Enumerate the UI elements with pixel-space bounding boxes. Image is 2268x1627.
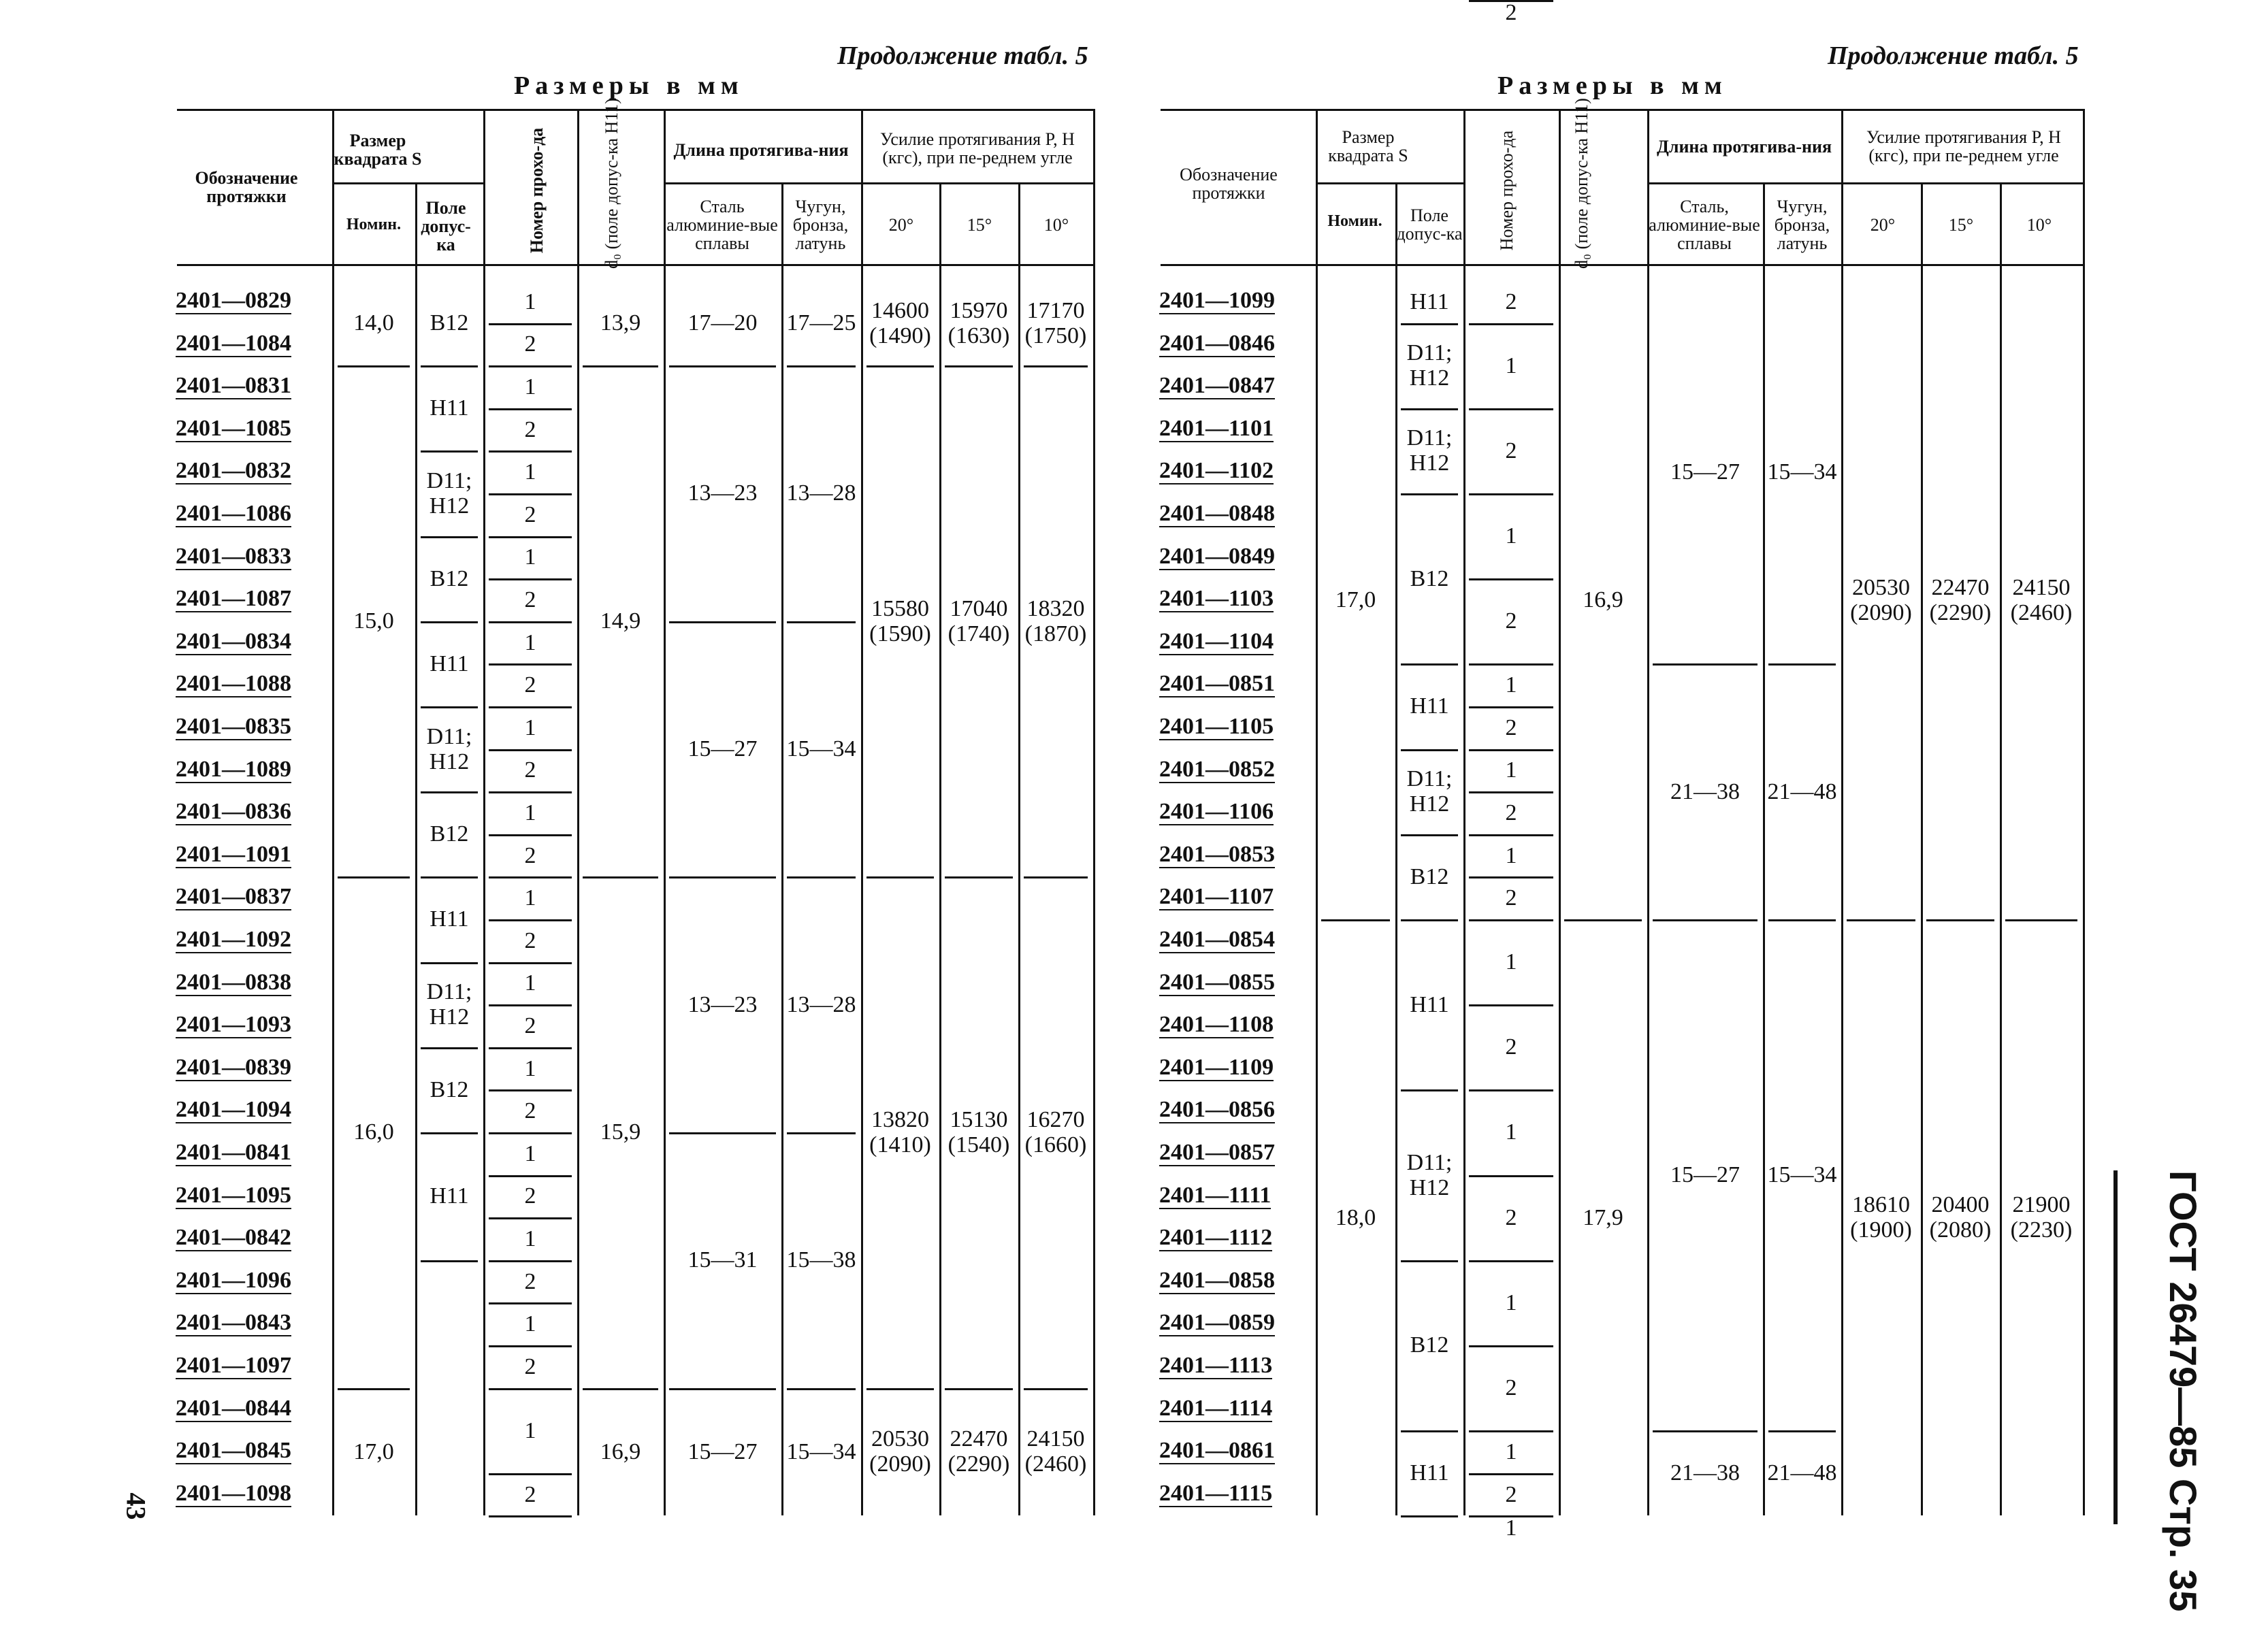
header-length-rule — [664, 182, 861, 184]
designation-cell: 2401—1115 — [1159, 1480, 1273, 1506]
tolerance-cell: D11; H12 — [1406, 766, 1453, 817]
header-angle-15: 15° — [967, 214, 992, 235]
designation-cell: 2401—0854 — [1159, 927, 1275, 952]
length-steel-cell: 15—31 — [687, 1247, 758, 1273]
designation-cell: 2401—1099 — [1159, 288, 1275, 313]
force-10-cell: 17170 (1750) — [1024, 297, 1087, 348]
force-15-cell: 15130 (1540) — [947, 1106, 1010, 1157]
header-force-rule — [861, 182, 1093, 184]
pass-number-cell: 1 — [524, 1417, 536, 1443]
header-designation: Обозначение протяжки — [195, 168, 298, 206]
tolerance-cell: D11; H12 — [1406, 340, 1453, 391]
designation-cell: 2401—1091 — [176, 841, 291, 867]
header-d0: d₀ (поле допус-ка H11) — [602, 98, 621, 269]
designation-cell: 2401—1095 — [176, 1182, 291, 1208]
tolerance-cell: B12 — [430, 565, 469, 591]
length-iron-cell: 17—25 — [786, 310, 856, 336]
pass-number-cell: 2 — [1505, 608, 1517, 634]
header-top-rule — [177, 109, 1093, 111]
pass-number-cell: 2 — [524, 331, 536, 357]
tolerance-cell: D11; H12 — [426, 979, 472, 1030]
length-iron-cell: 13—28 — [786, 480, 856, 506]
header-angle-10: 10° — [1043, 214, 1069, 235]
header-designation: Обозначение протяжки — [1180, 165, 1278, 203]
pass-number-cell: 1 — [524, 1311, 536, 1337]
pass-number-cell: 2 — [524, 1268, 536, 1294]
pass-number-cell: 2 — [1505, 1375, 1517, 1401]
pass-number-cell: 1 — [524, 885, 536, 911]
pass-number-cell: 2 — [1505, 438, 1517, 463]
tolerance-cell: H11 — [430, 651, 469, 676]
nominal-cell: 17,0 — [1335, 587, 1376, 612]
column-rule — [1093, 109, 1095, 1515]
nominal-cell: 18,0 — [1335, 1204, 1376, 1230]
d0-cell: 17,9 — [1583, 1204, 1623, 1230]
pass-number-cell: 2 — [524, 1183, 536, 1209]
d0-cell: 16,9 — [600, 1439, 641, 1464]
pass-number-cell: 2 — [524, 927, 536, 953]
pass-number-cell: 2 — [1505, 289, 1517, 314]
designation-cell: 2401—0838 — [176, 969, 291, 995]
force-10-cell: 24150 (2460) — [2010, 574, 2073, 625]
pass-number-cell: 2 — [524, 757, 536, 783]
pass-number-cell: 2 — [1505, 1481, 1517, 1507]
pass-number-cell: 2 — [524, 1481, 536, 1507]
designation-cell: 2401—0851 — [1159, 671, 1275, 697]
pass-number-cell: 1 — [524, 459, 536, 485]
header-pass-number: Номер прохо-да — [1497, 130, 1517, 251]
header-pass-number: Номер прохо-да — [527, 127, 547, 254]
designation-cell: 2401—1104 — [1159, 628, 1274, 654]
pass-number-cell: 1 — [524, 289, 536, 314]
header-nominal: Номин. — [346, 215, 402, 233]
length-steel-cell: 17—20 — [687, 310, 758, 336]
cell-rule — [421, 1260, 478, 1262]
tolerance-cell: D11; H12 — [426, 467, 472, 519]
designation-cell: 2401—1088 — [176, 671, 291, 697]
designation-cell: 2401—1089 — [176, 756, 291, 782]
tolerance-cell: B12 — [430, 1077, 469, 1102]
designation-cell: 2401—1093 — [176, 1012, 291, 1038]
nominal-cell: 14,0 — [353, 310, 394, 336]
force-15-cell: 15970 (1630) — [947, 297, 1010, 348]
designation-cell: 2401—1111 — [1159, 1182, 1271, 1208]
pass-number-cell: 1 — [524, 629, 536, 655]
header-angle-15: 15° — [1948, 214, 1974, 235]
pass-number-cell: 1 — [524, 1140, 536, 1166]
designation-cell: 2401—1102 — [1159, 458, 1274, 484]
pass-number-cell: 2 — [1505, 1034, 1517, 1060]
force-15-cell: 22470 (2290) — [1929, 574, 1992, 625]
pass-number-cell: 2 — [1505, 1204, 1517, 1230]
pass-number-cell: 2 — [524, 672, 536, 698]
tolerance-cell: B12 — [430, 821, 469, 847]
designation-cell: 2401—0848 — [1159, 501, 1275, 526]
designation-cell: 2401—0835 — [176, 714, 291, 739]
designation-cell: 2401—0855 — [1159, 969, 1275, 995]
pass-number-cell: 1 — [524, 714, 536, 740]
force-20-cell: 18610 (1900) — [1850, 1192, 1912, 1243]
designation-cell: 2401—1114 — [1159, 1395, 1273, 1421]
column-rule — [2083, 109, 2085, 1515]
tolerance-cell: D11; H12 — [1406, 1149, 1453, 1200]
nominal-cell: 15,0 — [353, 608, 394, 634]
header-nominal: Номин. — [1327, 212, 1382, 230]
designation-cell: 2401—1094 — [176, 1097, 291, 1123]
pass-number-cell: 2 — [524, 416, 536, 442]
force-20-cell: 20530 (2090) — [1850, 574, 1912, 625]
header-force-rule — [1841, 182, 2083, 184]
running-head: ГОСТ 26479—85 Стр. 35 — [2162, 1170, 2205, 1612]
header-angle-20: 20° — [888, 214, 914, 235]
header-top-rule — [1161, 109, 2083, 111]
pass-number-cell: 2 — [1505, 714, 1517, 740]
header-bottom-rule — [177, 264, 1093, 266]
tolerance-cell: B12 — [1410, 565, 1449, 591]
pass-number-cell: 1 — [524, 800, 536, 825]
cell-rule — [489, 1515, 572, 1517]
force-20-cell: 13820 (1410) — [869, 1106, 931, 1157]
tolerance-cell: D11; H12 — [426, 723, 472, 774]
designation-cell: 2401—0861 — [1159, 1438, 1275, 1464]
continuation-label: Продолжение табл. 5 — [837, 42, 1088, 70]
header-force: Усилие протягивания P, Н (кгс), при пе-реднем угле — [1866, 127, 2061, 165]
header-length: Длина протягива-ния — [673, 139, 849, 160]
pass-number-cell: 1 — [524, 374, 536, 399]
nominal-cell: 17,0 — [353, 1439, 394, 1464]
cell-rule — [1401, 1515, 1458, 1517]
designation-cell: 2401—0842 — [176, 1225, 291, 1251]
header-steel: Сталь алюминие-вые сплавы — [666, 196, 778, 253]
pass-number-cell: 2 — [524, 1098, 536, 1124]
length-iron-cell: 15—34 — [1767, 459, 1837, 485]
length-steel-cell: 15—27 — [687, 736, 758, 762]
force-10-cell: 21900 (2230) — [2010, 1192, 2073, 1243]
designation-cell: 2401—1103 — [1159, 586, 1274, 612]
header-length-rule — [1647, 182, 1841, 184]
force-20-cell: 20530 (2090) — [869, 1426, 931, 1477]
units-label: Размеры в мм — [514, 71, 744, 100]
tolerance-cell: H11 — [430, 906, 469, 932]
pass-number-cell: 1 — [1505, 757, 1517, 783]
pass-number-cell: 1 — [524, 544, 536, 570]
pass-number-cell: 1 — [1505, 1515, 1517, 1541]
designation-cell: 2401—0844 — [176, 1395, 291, 1421]
length-steel-cell: 15—27 — [687, 1439, 758, 1464]
header-force: Усилие протягивания P, Н (кгс), при пе-реднем угле — [880, 129, 1075, 167]
designation-cell: 2401—1086 — [176, 501, 291, 526]
length-steel-cell: 15—27 — [1670, 1162, 1740, 1188]
designation-cell: 2401—0829 — [176, 288, 291, 313]
designation-cell: 2401—0841 — [176, 1140, 291, 1165]
designation-cell: 2401—1092 — [176, 927, 291, 952]
length-iron-cell: 15—34 — [1767, 1162, 1837, 1188]
force-15-cell: 22470 (2290) — [947, 1426, 1010, 1477]
header-square-rule — [332, 182, 483, 184]
pass-number-cell: 1 — [524, 1055, 536, 1081]
tolerance-cell: H11 — [430, 1183, 469, 1209]
header-steel: Сталь, алюминие-вые сплавы — [1649, 196, 1760, 253]
designation-cell: 2401—0839 — [176, 1054, 291, 1080]
designation-cell: 2401—1098 — [176, 1480, 291, 1506]
designation-cell: 2401—0849 — [1159, 543, 1275, 569]
force-20-cell: 15580 (1590) — [869, 595, 931, 646]
designation-cell: 2401—1096 — [176, 1267, 291, 1293]
tolerance-cell: H11 — [1410, 693, 1449, 719]
designation-cell: 2401—0832 — [176, 458, 291, 484]
designation-cell: 2401—0845 — [176, 1438, 291, 1464]
designation-cell: 2401—1108 — [1159, 1012, 1274, 1038]
cell-rule — [1469, 0, 1553, 2]
header-bottom-rule — [1161, 264, 2083, 266]
designation-cell: 2401—0858 — [1159, 1267, 1275, 1293]
designation-cell: 2401—0852 — [1159, 756, 1275, 782]
designation-cell: 2401—1105 — [1159, 714, 1274, 739]
designation-cell: 2401—0834 — [176, 628, 291, 654]
pass-number-cell: 1 — [1505, 672, 1517, 698]
pass-number-cell: 1 — [1505, 842, 1517, 868]
pass-number-cell: 2 — [524, 587, 536, 612]
header-d0: d₀ (поле допус-ка H11) — [1572, 98, 1591, 269]
designation-cell: 2401—1087 — [176, 586, 291, 612]
d0-cell: 14,9 — [600, 608, 641, 634]
pass-number-cell: 1 — [524, 970, 536, 996]
designation-cell: 2401—1084 — [176, 330, 291, 356]
force-10-cell: 18320 (1870) — [1024, 595, 1087, 646]
designation-cell: 2401—1113 — [1159, 1353, 1273, 1378]
pass-number-cell: 2 — [1505, 885, 1517, 911]
length-iron-cell: 15—34 — [786, 736, 856, 762]
designation-cell: 2401—1107 — [1159, 884, 1274, 910]
designation-cell: 2401—0859 — [1159, 1310, 1275, 1336]
header-angle-20: 20° — [1870, 214, 1896, 235]
page-number: 43 — [120, 1492, 152, 1520]
tolerance-cell: H11 — [1410, 1460, 1449, 1486]
continuation-label: Продолжение табл. 5 — [1828, 42, 2079, 70]
designation-cell: 2401—1097 — [176, 1353, 291, 1378]
header-square-size: Размер квадрата S — [1328, 127, 1408, 165]
length-steel-cell: 21—38 — [1670, 778, 1740, 804]
designation-cell: 2401—1106 — [1159, 799, 1274, 825]
force-10-cell: 16270 (1660) — [1024, 1106, 1087, 1157]
d0-cell: 16,9 — [1583, 587, 1623, 612]
tolerance-cell: H11 — [430, 395, 469, 421]
tolerance-cell: B12 — [1410, 1332, 1449, 1358]
length-iron-cell: 15—34 — [786, 1439, 856, 1464]
pass-number-cell: 1 — [1505, 352, 1517, 378]
d0-cell: 15,9 — [600, 1119, 641, 1145]
pass-number-cell: 1 — [1505, 1119, 1517, 1145]
designation-cell: 2401—0831 — [176, 373, 291, 399]
designation-cell: 2401—0847 — [1159, 373, 1275, 399]
pass-number-cell: 1 — [1505, 1289, 1517, 1315]
length-steel-cell: 13—23 — [687, 991, 758, 1017]
force-10-cell: 24150 (2460) — [1024, 1426, 1087, 1477]
designation-cell: 2401—0846 — [1159, 330, 1275, 356]
d0-cell: 13,9 — [600, 310, 641, 336]
nominal-cell: 16,0 — [353, 1119, 394, 1145]
pass-number-cell: 1 — [1505, 949, 1517, 975]
pass-number-cell: 2 — [1505, 0, 1517, 25]
pass-number-cell: 2 — [524, 1353, 536, 1379]
pass-number-cell: 2 — [1505, 800, 1517, 825]
header-iron: Чугун, бронза, латунь — [1774, 196, 1830, 253]
header-iron: Чугун, бронза, латунь — [792, 196, 849, 253]
header-angle-10: 10° — [2026, 214, 2052, 235]
designation-cell: 2401—0856 — [1159, 1097, 1275, 1123]
header-length: Длина протягива-ния — [1656, 136, 1832, 157]
designation-cell: 2401—0833 — [176, 543, 291, 569]
designation-cell: 2401—1101 — [1159, 415, 1274, 441]
tolerance-cell: H11 — [1410, 991, 1449, 1017]
designation-cell: 2401—0843 — [176, 1310, 291, 1336]
force-15-cell: 17040 (1740) — [947, 595, 1010, 646]
pass-number-cell: 2 — [524, 502, 536, 527]
length-steel-cell: 15—27 — [1670, 459, 1740, 485]
designation-cell: 2401—0837 — [176, 884, 291, 910]
force-15-cell: 20400 (2080) — [1929, 1192, 1992, 1243]
length-iron-cell: 13—28 — [786, 991, 856, 1017]
length-iron-cell: 21—48 — [1767, 1460, 1837, 1486]
pass-number-cell: 1 — [1505, 523, 1517, 549]
length-iron-cell: 21—48 — [1767, 778, 1837, 804]
running-head-rule — [2113, 1170, 2118, 1524]
pass-number-cell: 1 — [524, 1226, 536, 1251]
force-20-cell: 14600 (1490) — [869, 297, 931, 348]
designation-cell: 2401—0853 — [1159, 841, 1275, 867]
header-square-size: Размер квадрата S — [334, 131, 422, 169]
pass-number-cell: 2 — [524, 842, 536, 868]
designation-cell: 2401—1112 — [1159, 1225, 1273, 1251]
header-square-rule — [1316, 182, 1463, 184]
tolerance-cell: B12 — [430, 310, 469, 336]
designation-cell: 2401—0836 — [176, 799, 291, 825]
length-iron-cell: 15—38 — [786, 1247, 856, 1273]
designation-cell: 2401—0857 — [1159, 1140, 1275, 1165]
length-steel-cell: 21—38 — [1670, 1460, 1740, 1486]
tolerance-cell: H11 — [1410, 289, 1449, 314]
pass-number-cell: 2 — [524, 1013, 536, 1038]
tolerance-cell: B12 — [1410, 864, 1449, 889]
units-label: Размеры в мм — [1497, 71, 1728, 100]
designation-cell: 2401—1085 — [176, 415, 291, 441]
designation-cell: 2401—1109 — [1159, 1054, 1274, 1080]
length-steel-cell: 13—23 — [687, 480, 758, 506]
header-tolerance: Поле допус-ка — [1396, 206, 1463, 244]
tolerance-cell: D11; H12 — [1406, 425, 1453, 476]
header-tolerance: Поле допус-ка — [421, 197, 471, 254]
pass-number-cell: 1 — [1505, 1439, 1517, 1464]
